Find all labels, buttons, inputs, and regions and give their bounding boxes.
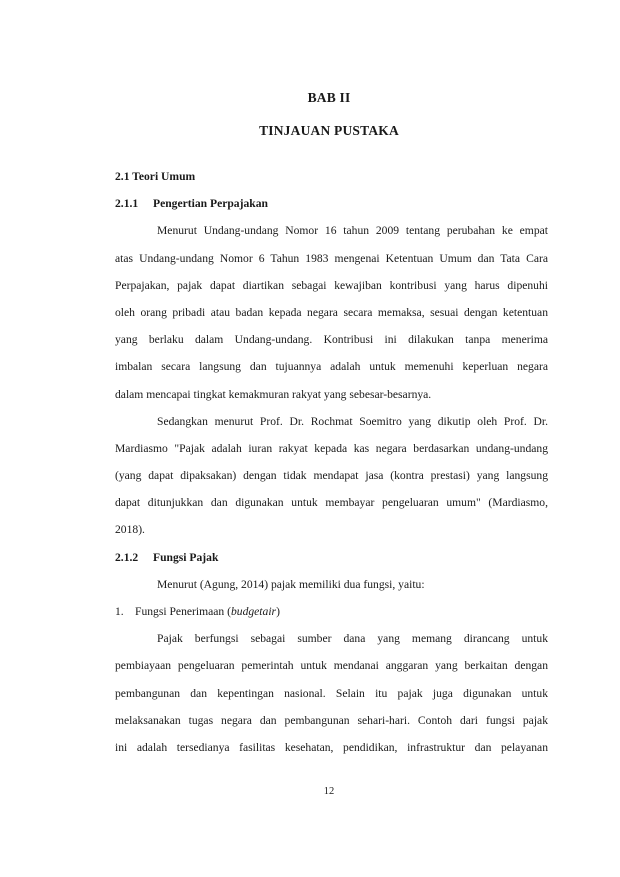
paragraph-line: Menurut (Agung, 2014) pajak memiliki dua fungsi, yaitu: — [157, 577, 425, 591]
paragraph-line: oleh orang pribadi atau badan kepada negara secara memaksa, sesuai dengan ketentuan — [115, 305, 548, 319]
paragraph-line: Mardiasmo "Pajak adalah iuran rakyat kepada kas negara berdasarkan undang-undang — [115, 441, 548, 455]
paragraph-line: dalam mencapai tingkat kemakmuran rakyat yang sebesar-besarnya. — [115, 387, 432, 401]
paragraph-line: dapat ditunjukkan dan digunakan untuk membayar pengeluaran umum" (Mardiasmo, — [115, 496, 548, 510]
paragraph-line: (yang dapat dipaksakan) dengan tidak mendapat jasa (kontra prestasi) yang langsung — [115, 469, 548, 483]
subsection-heading-2-1-1 — [115, 190, 548, 217]
list-item-label-italic: budgetair — [230, 605, 277, 618]
paragraph-line: Pajak berfungsi sebagai sumber dana yang memang dirancang untuk — [157, 632, 548, 646]
paragraph-line: melaksanakan tugas negara dan pembangunan sehari-hari. Contoh dari fungsi pajak — [115, 713, 548, 727]
subsection-title: Fungsi Pajak — [153, 550, 219, 564]
paragraph-line: 2018). — [115, 523, 145, 537]
section-heading-2-1: 2.1 Teori Umum — [115, 170, 196, 183]
list-item-label-prefix: Fungsi Penerimaan ( — [135, 605, 231, 618]
paragraph-line: ini adalah tersedianya fasilitas kesehatan, pendidikan, infrastruktur dan pelayanan — [115, 740, 548, 754]
paragraph-line: imbalan secara langsung dan tujuannya adalah untuk memenuhi keperluan negara — [115, 360, 548, 374]
subsection-number: 2.1.1 — [115, 197, 139, 211]
chapter-title: TINJAUAN PUSTAKA — [259, 123, 399, 138]
chapter-number: BAB II — [307, 90, 351, 105]
paragraph-line: Menurut Undang-undang Nomor 16 tahun 2009 tentang perubahan ke empat — [157, 224, 548, 238]
page-number: 12 — [323, 786, 335, 797]
subsection-title: Pengertian Perpajakan — [153, 197, 268, 211]
subsection-heading-2-1-2 — [115, 544, 548, 571]
list-item-label-suffix: ) — [276, 605, 280, 618]
paragraph-line: pembiayaan pengeluaran pemerintah untuk mendanai anggaran yang berkaitan dengan — [115, 659, 548, 673]
paragraph-line: Perpajakan, pajak dapat diartikan sebagai kewajiban kontribusi yang harus dipenuhi — [115, 278, 548, 292]
paragraph-line: yang berlaku dalam Undang-undang. Kontribusi ini dilakukan tanpa menerima — [115, 333, 548, 347]
paragraph-line: atas Undang-undang Nomor 6 Tahun 1983 mengenai Ketentuan Umum dan Tata Cara — [115, 251, 548, 265]
document-body — [115, 163, 548, 761]
list-item-number: 1. — [115, 605, 124, 618]
paragraph-line: pembangunan dan kepentingan nasional. Selain itu pajak juga digunakan untuk — [115, 686, 548, 700]
list-item — [115, 598, 548, 625]
subsection-number: 2.1.2 — [115, 550, 139, 564]
paragraph-line: Sedangkan menurut Prof. Dr. Rochmat Soemitro yang dikutip oleh Prof. Dr. — [157, 414, 548, 428]
